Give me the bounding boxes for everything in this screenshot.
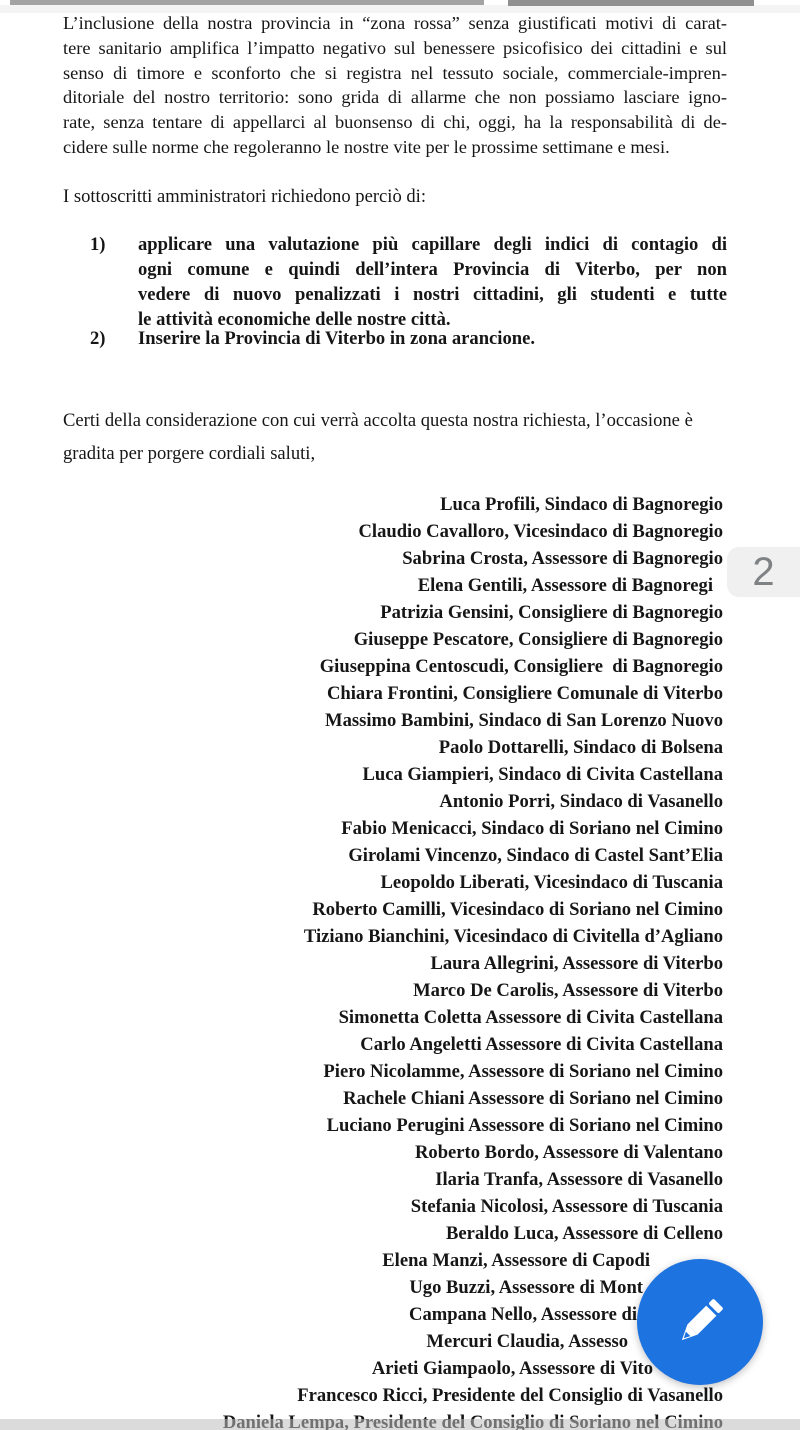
- paragraph-line: rate, senza tentare di appellarci al buonsenso di chi, oggi, ha la responsabilità di de-: [63, 112, 727, 133]
- signature-line: Massimo Bambini, Sindaco di San Lorenzo Nuovo: [325, 710, 723, 731]
- page-edge-bar-right: [508, 0, 754, 6]
- signature-line: Giuseppe Pescatore, Consigliere di Bagnoregio: [353, 629, 723, 650]
- request-intro: I sottoscritti amministratori richiedono perciò di:: [63, 186, 427, 207]
- signature-line: Luca Giampieri, Sindaco di Civita Castellana: [362, 764, 723, 785]
- signature-line: Patrizia Gensini, Consigliere di Bagnoregio: [380, 602, 723, 623]
- signature-line: Francesco Ricci, Presidente del Consiglio di Vasanello: [297, 1385, 723, 1406]
- petition-item-2: [90, 326, 727, 351]
- signature-line: Giuseppina Centoscudi, Consigliere di Bagnoregio: [319, 656, 723, 677]
- pencil-edit-icon: [668, 1290, 732, 1354]
- signature-line: Sabrina Crosta, Assessore di Bagnoregio: [402, 548, 723, 569]
- paragraph-line: gradita per porgere cordiali saluti,: [63, 443, 316, 464]
- signature-line: Campana Nello, Assessore di: [409, 1304, 637, 1325]
- petition-item-body: [138, 326, 727, 351]
- petition-item-line: ogni comune e quindi dell’intera Provincia di Viterbo, per non: [138, 259, 727, 280]
- signature-line: Ugo Buzzi, Assessore di Mont: [409, 1277, 643, 1298]
- signature-line: Marco De Carolis, Assessore di Viterbo: [413, 980, 723, 1001]
- signature-line: Mercuri Claudia, Assesso: [426, 1331, 628, 1352]
- petition-item-number: 2): [90, 328, 106, 349]
- paragraph-inclusione: [63, 11, 727, 160]
- paragraph-line: L’inclusione della nostra provincia in “zona rossa” senza giustificati motivi di carat-: [63, 13, 727, 33]
- paragraph-line: cidere sulle norme che regoleranno le nostre vite per le prossime settimane e mesi.: [63, 136, 670, 157]
- signature-line: Beraldo Luca, Assessore di Celleno: [445, 1223, 723, 1244]
- signature-line: Chiara Frontini, Consigliere Comunale di Viterbo: [327, 683, 723, 704]
- closing-paragraph: [63, 404, 727, 470]
- signature-line: Elena Gentili, Assessore di Bagnoregi: [417, 575, 713, 596]
- signature-line: Tiziano Bianchini, Vicesindaco di Civitella d’Agliano: [303, 926, 723, 947]
- petition-item-line: Inserire la Provincia di Viterbo in zona arancione.: [138, 328, 535, 349]
- signature-line: Antonio Porri, Sindaco di Vasanello: [439, 791, 723, 812]
- signature-line: Laura Allegrini, Assessore di Viterbo: [430, 953, 723, 974]
- petition-item-line: applicare una valutazione più capillare degli indici di contagio di: [138, 234, 727, 255]
- signature-line: Fabio Menicacci, Sindaco di Soriano nel Cimino: [341, 818, 723, 839]
- petition-item-line: le attività economiche delle nostre città.: [138, 309, 451, 330]
- signature-line: Roberto Camilli, Vicesindaco di Soriano nel Cimino: [312, 899, 723, 920]
- signature-line: Luca Profili, Sindaco di Bagnoregio: [440, 494, 723, 515]
- signature-line: Elena Manzi, Assessore di Capodi: [382, 1250, 650, 1271]
- signature-line: Rachele Chiani Assessore di Soriano nel Cimino: [343, 1088, 723, 1109]
- petition-item-body: [138, 232, 727, 332]
- petition-item-1: [90, 232, 727, 332]
- signature-line: Roberto Bordo, Assessore di Valentano: [414, 1142, 723, 1163]
- petition-list: [90, 232, 727, 351]
- page-number-label: 2: [752, 550, 775, 594]
- petition-item-line: vedere di nuovo penalizzati i nostri cittadini, gli studenti e tutte: [138, 284, 727, 305]
- signature-line: Stefania Nicolosi, Assessore di Tuscania: [410, 1196, 723, 1217]
- signature-line: Simonetta Coletta Assessore di Civita Castellana: [338, 1007, 723, 1028]
- page-edge-bar-left: [10, 0, 484, 5]
- signature-line: Leopoldo Liberati, Vicesindaco di Tuscania: [380, 872, 723, 893]
- paragraph-line: senso di timore e sconforto che si registra nel tessuto sociale, commerciale-impren-: [63, 62, 727, 83]
- signature-line: Paolo Dottarelli, Sindaco di Bolsena: [438, 737, 723, 758]
- page-number-indicator: [727, 547, 800, 597]
- paragraph-line: Certi della considerazione con cui verrà accolta questa nostra richiesta, l’occasione è: [63, 410, 693, 431]
- signature-line: Girolami Vincenzo, Sindaco di Castel Sant’Elia: [348, 845, 723, 866]
- signature-line: Luciano Perugini Assessore di Soriano nel Cimino: [326, 1115, 723, 1136]
- signature-line: Arieti Giampaolo, Assessore di Vito: [371, 1358, 653, 1379]
- signature-line: Piero Nicolamme, Assessore di Soriano nel Cimino: [323, 1061, 723, 1082]
- edit-fab[interactable]: [637, 1259, 763, 1385]
- petition-item-number: 1): [90, 234, 106, 255]
- paragraph-line: ditoriale del nostro territorio: sono grida di allarme che non possiamo lasciare igno-: [63, 87, 727, 108]
- bottom-page-edge-strip: [0, 1419, 800, 1430]
- paragraph-line: tere sanitario amplifica l’impatto negativo sul benessere psicofisico dei cittadini e sul: [63, 37, 727, 58]
- signatures-list: [63, 491, 723, 1430]
- signature-line: Carlo Angeletti Assessore di Civita Castellana: [360, 1034, 723, 1055]
- signature-line: Ilaria Tranfa, Assessore di Vasanello: [435, 1169, 723, 1190]
- signature-line: Claudio Cavalloro, Vicesindaco di Bagnoregio: [358, 521, 723, 542]
